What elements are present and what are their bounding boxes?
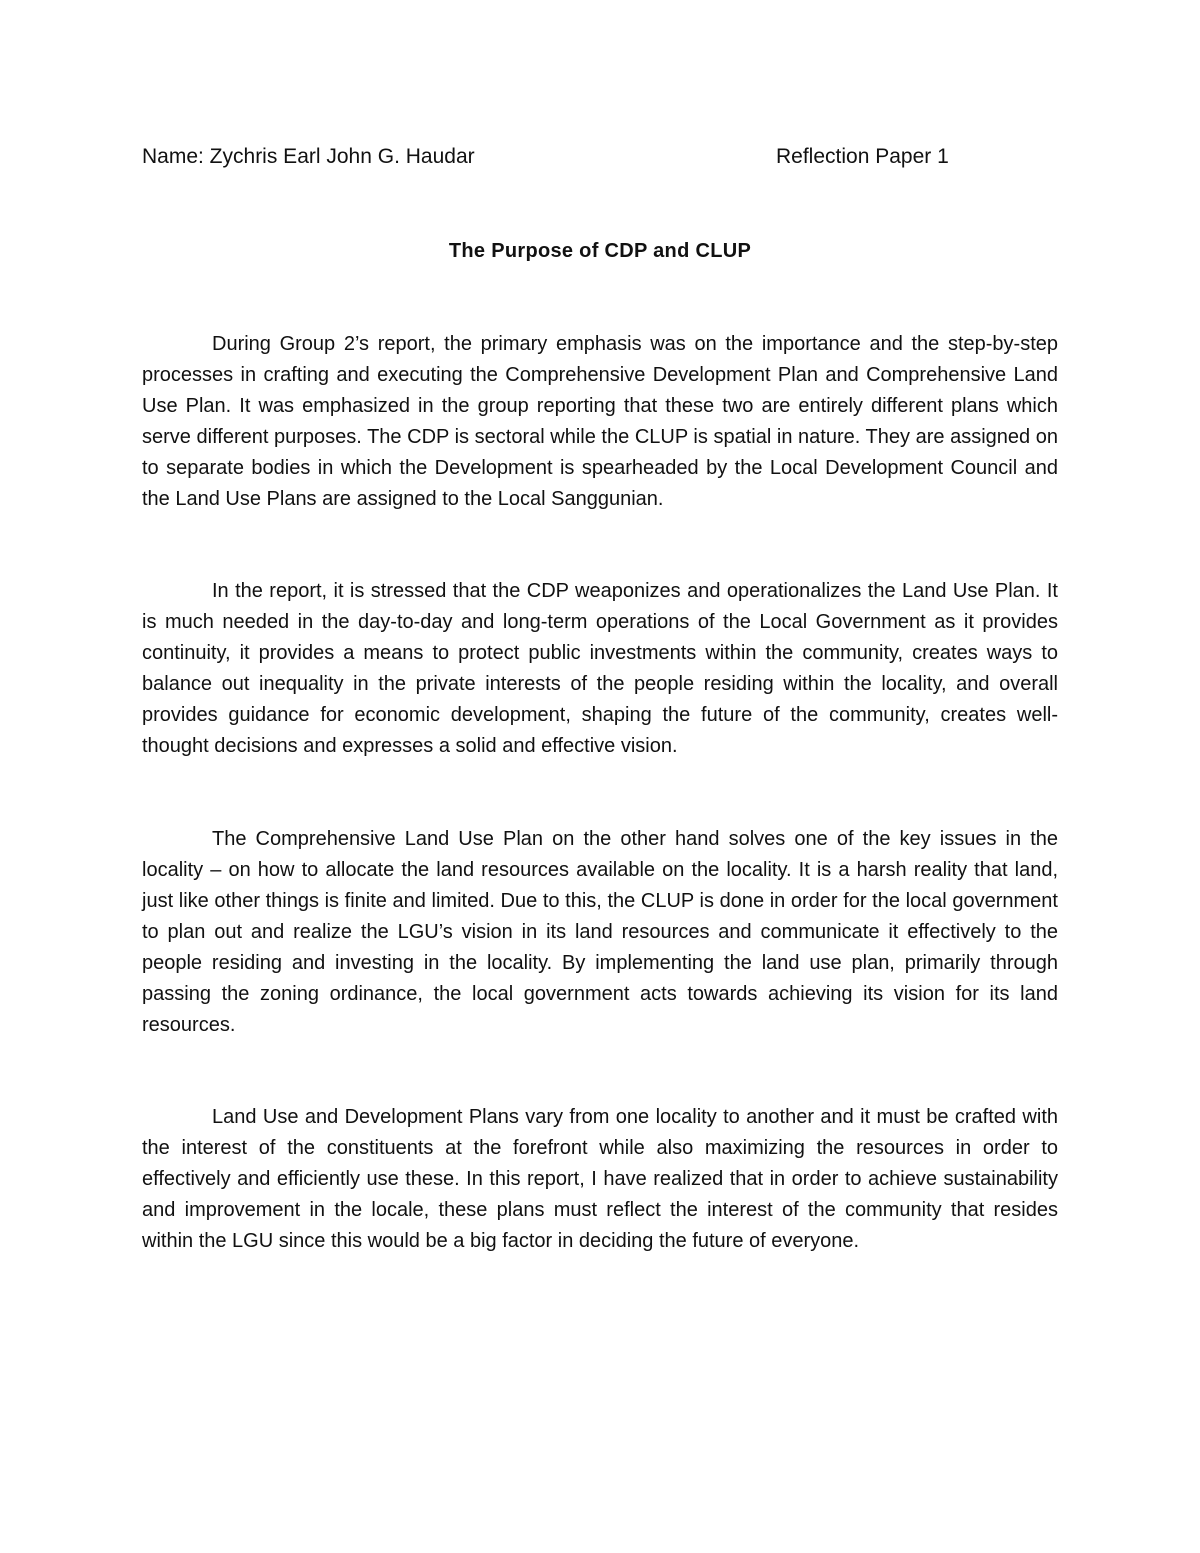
paragraph-4: Land Use and Development Plans vary from one locality to another and it must be crafted with the interest of the constituents at the forefront while also maximizing the resources in order to effectively and efficiently use these. In this report, I have realized that in order to achieve sustainability and improvement in the locale, these plans must reflect the interest of the community that resides within the LGU since this would be a big factor in deciding the future of everyone.: [142, 1106, 1058, 1252]
paragraph-3: The Comprehensive Land Use Plan on the other hand solves one of the key issues in the locality – on how to allocate the land resources available on the locality. It is a harsh reality that land, just like other things is finite and limited. Due to this, the CLUP is done in order for the local government to plan out and realize the LGU’s vision in its land resources and communicate it effectively to the people residing and investing in the locality. By implementing the land use plan, primarily through passing the zoning ordinance, the local government acts towards achieving its vision for its land resources.: [142, 828, 1058, 1036]
paragraph-1: During Group 2’s report, the primary emphasis was on the importance and the step-by-step processes in crafting and executing the Comprehensive Development Plan and Comprehensive Land Use Plan. It was emphasized in the group reporting that these two are entirely different plans which serve different purposes. The CDP is sectoral while the CLUP is spatial in nature. They are assigned on to separate bodies in which the Development is spearheaded by the Local Development Council and the Land Use Plans are assigned to the Local Sanggunian.: [142, 333, 1058, 510]
author-name: Name: Zychris Earl John G. Haudar: [142, 145, 475, 168]
paper-label: Reflection Paper 1: [776, 145, 949, 168]
document-header: [142, 142, 1062, 174]
paragraph-2: In the report, it is stressed that the CDP weaponizes and operationalizes the Land Use Plan. It is much needed in the day-to-day and long-term operations of the Local Government as it provides continuity, it provides a means to protect public investments within the community, creates ways to balance out inequality in the private interests of the people residing within the locality, and overall provides guidance for economic development, shaping the future of the community, creates well-thought decisions and expresses a solid and effective vision.: [142, 580, 1058, 757]
document-title: The Purpose of CDP and CLUP: [448, 240, 752, 262]
